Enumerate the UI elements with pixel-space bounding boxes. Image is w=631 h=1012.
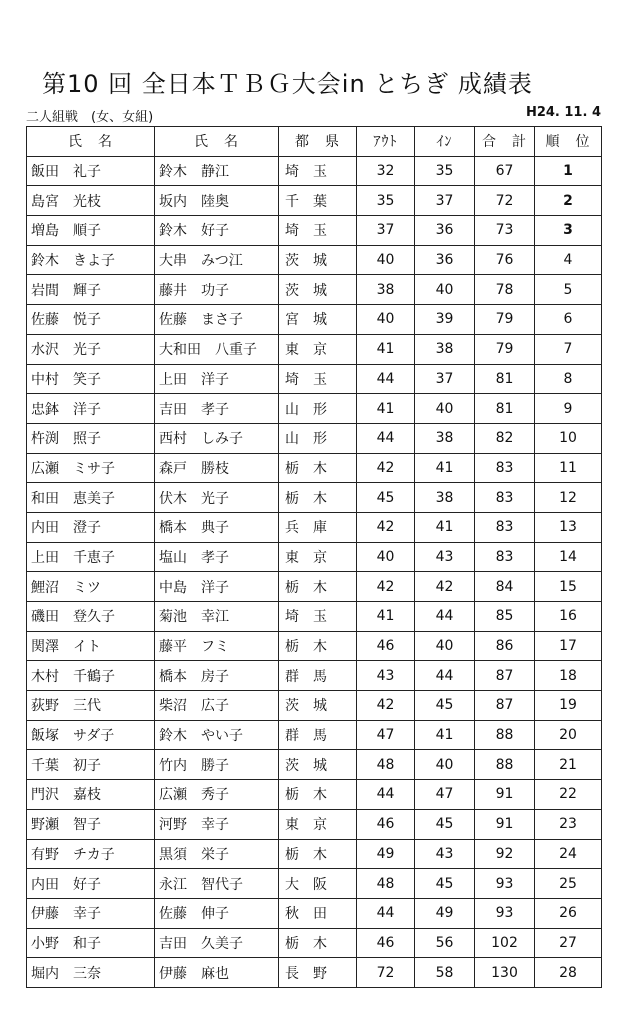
prefecture: 山 形: [279, 423, 357, 453]
total-score: 87: [475, 661, 535, 691]
table-row: [27, 423, 602, 453]
player2-name: 坂内 陸奥: [155, 186, 279, 216]
in-score: 38: [415, 423, 475, 453]
table-row: [27, 483, 602, 513]
prefecture: 栃 木: [279, 453, 357, 483]
rank: 14: [535, 542, 602, 572]
player2-name: 広瀬 秀子: [155, 780, 279, 810]
in-score: 56: [415, 928, 475, 958]
table-row: [27, 898, 602, 928]
rank: 23: [535, 809, 602, 839]
prefecture: 大 阪: [279, 869, 357, 899]
player1-name: 伊藤 幸子: [27, 898, 155, 928]
player2-name: 鈴木 好子: [155, 216, 279, 246]
total-score: 130: [475, 958, 535, 988]
table-row: [27, 839, 602, 869]
rank: 21: [535, 750, 602, 780]
total-score: 86: [475, 631, 535, 661]
out-score: 46: [357, 928, 415, 958]
player1-name: 門沢 嘉枝: [27, 780, 155, 810]
in-score: 45: [415, 809, 475, 839]
in-score: 37: [415, 364, 475, 394]
prefecture: 栃 木: [279, 928, 357, 958]
in-score: 40: [415, 394, 475, 424]
player1-name: 磯田 登久子: [27, 602, 155, 632]
in-score: 36: [415, 245, 475, 275]
player1-name: 岩間 輝子: [27, 275, 155, 305]
player2-name: 鈴木 静江: [155, 156, 279, 186]
player1-name: 小野 和子: [27, 928, 155, 958]
table-row: [27, 453, 602, 483]
prefecture: 東 京: [279, 809, 357, 839]
player2-name: 佐藤 まさ子: [155, 305, 279, 335]
player2-name: 中島 洋子: [155, 572, 279, 602]
table-row: [27, 720, 602, 750]
prefecture: 栃 木: [279, 631, 357, 661]
event-date: H24. 11. 4: [525, 105, 601, 120]
rank: 19: [535, 691, 602, 721]
in-score: 43: [415, 542, 475, 572]
out-score: 44: [357, 423, 415, 453]
player2-name: 橋本 典子: [155, 512, 279, 542]
player1-name: 島宮 光枝: [27, 186, 155, 216]
rank: 4: [535, 245, 602, 275]
header-name1: 氏 名: [27, 127, 155, 157]
rank: 28: [535, 958, 602, 988]
player1-name: 有野 チカ子: [27, 839, 155, 869]
in-score: 49: [415, 898, 475, 928]
rank: 1: [535, 156, 602, 186]
player1-name: 和田 恵美子: [27, 483, 155, 513]
total-score: 84: [475, 572, 535, 602]
in-score: 40: [415, 631, 475, 661]
in-score: 36: [415, 216, 475, 246]
total-score: 67: [475, 156, 535, 186]
table-row: [27, 869, 602, 899]
rank: 24: [535, 839, 602, 869]
rank: 13: [535, 512, 602, 542]
player2-name: 永江 智代子: [155, 869, 279, 899]
prefecture: 秋 田: [279, 898, 357, 928]
table-row: [27, 750, 602, 780]
player2-name: 伊藤 麻也: [155, 958, 279, 988]
total-score: 78: [475, 275, 535, 305]
prefecture: 茨 城: [279, 750, 357, 780]
out-score: 46: [357, 631, 415, 661]
table-row: [27, 691, 602, 721]
player1-name: 内田 好子: [27, 869, 155, 899]
rank: 22: [535, 780, 602, 810]
table-row: [27, 542, 602, 572]
out-score: 40: [357, 542, 415, 572]
prefecture: 東 京: [279, 334, 357, 364]
rank: 27: [535, 928, 602, 958]
player2-name: 吉田 孝子: [155, 394, 279, 424]
out-score: 42: [357, 453, 415, 483]
player2-name: 竹内 勝子: [155, 750, 279, 780]
player2-name: 佐藤 伸子: [155, 898, 279, 928]
total-score: 76: [475, 245, 535, 275]
table-row: [27, 216, 602, 246]
prefecture: 群 馬: [279, 661, 357, 691]
in-score: 39: [415, 305, 475, 335]
out-score: 40: [357, 305, 415, 335]
prefecture: 宮 城: [279, 305, 357, 335]
total-score: 88: [475, 720, 535, 750]
player1-name: 水沢 光子: [27, 334, 155, 364]
total-score: 102: [475, 928, 535, 958]
player1-name: 佐藤 悦子: [27, 305, 155, 335]
out-score: 44: [357, 898, 415, 928]
in-score: 41: [415, 512, 475, 542]
player2-name: 吉田 久美子: [155, 928, 279, 958]
prefecture: 栃 木: [279, 839, 357, 869]
player2-name: 藤井 功子: [155, 275, 279, 305]
total-score: 82: [475, 423, 535, 453]
player1-name: 木村 千鶴子: [27, 661, 155, 691]
player2-name: 柴沼 広子: [155, 691, 279, 721]
in-score: 40: [415, 275, 475, 305]
prefecture: 埼 玉: [279, 156, 357, 186]
player2-name: 大串 みつ江: [155, 245, 279, 275]
in-score: 44: [415, 661, 475, 691]
rank: 8: [535, 364, 602, 394]
in-score: 40: [415, 750, 475, 780]
rank: 25: [535, 869, 602, 899]
out-score: 41: [357, 394, 415, 424]
player2-name: 西村 しみ子: [155, 423, 279, 453]
rank: 12: [535, 483, 602, 513]
out-score: 48: [357, 750, 415, 780]
table-row: [27, 780, 602, 810]
prefecture: 栃 木: [279, 780, 357, 810]
table-row: [27, 364, 602, 394]
table-row: [27, 156, 602, 186]
total-score: 87: [475, 691, 535, 721]
table-row: [27, 809, 602, 839]
rank: 15: [535, 572, 602, 602]
table-row: [27, 958, 602, 988]
player1-name: 野瀬 智子: [27, 809, 155, 839]
total-score: 81: [475, 394, 535, 424]
rank: 9: [535, 394, 602, 424]
player1-name: 増島 順子: [27, 216, 155, 246]
rank: 10: [535, 423, 602, 453]
total-score: 83: [475, 483, 535, 513]
total-score: 93: [475, 869, 535, 899]
in-score: 47: [415, 780, 475, 810]
prefecture: 埼 玉: [279, 216, 357, 246]
table-row: [27, 572, 602, 602]
player2-name: 鈴木 やい子: [155, 720, 279, 750]
prefecture: 兵 庫: [279, 512, 357, 542]
table-row: [27, 394, 602, 424]
total-score: 83: [475, 542, 535, 572]
table-row: [27, 245, 602, 275]
prefecture: 茨 城: [279, 275, 357, 305]
table-row: [27, 512, 602, 542]
table-header-row: [27, 127, 602, 157]
out-score: 44: [357, 364, 415, 394]
in-score: 35: [415, 156, 475, 186]
out-score: 37: [357, 216, 415, 246]
out-score: 44: [357, 780, 415, 810]
player1-name: 忠鉢 洋子: [27, 394, 155, 424]
prefecture: 千 葉: [279, 186, 357, 216]
header-rank: 順 位: [535, 127, 602, 157]
out-score: 47: [357, 720, 415, 750]
player1-name: 鈴木 きよ子: [27, 245, 155, 275]
table-row: [27, 275, 602, 305]
prefecture: 栃 木: [279, 572, 357, 602]
player2-name: 菊池 幸江: [155, 602, 279, 632]
player1-name: 上田 千恵子: [27, 542, 155, 572]
out-score: 41: [357, 602, 415, 632]
total-score: 83: [475, 453, 535, 483]
player2-name: 大和田 八重子: [155, 334, 279, 364]
table-row: [27, 602, 602, 632]
player2-name: 森戸 勝枝: [155, 453, 279, 483]
total-score: 79: [475, 334, 535, 364]
header-out: ｱｳﾄ: [357, 127, 415, 157]
out-score: 42: [357, 572, 415, 602]
table-row: [27, 186, 602, 216]
total-score: 83: [475, 512, 535, 542]
total-score: 72: [475, 186, 535, 216]
in-score: 38: [415, 334, 475, 364]
prefecture: 埼 玉: [279, 602, 357, 632]
total-score: 91: [475, 780, 535, 810]
player1-name: 飯田 礼子: [27, 156, 155, 186]
player2-name: 橋本 房子: [155, 661, 279, 691]
player2-name: 塩山 孝子: [155, 542, 279, 572]
rank: 26: [535, 898, 602, 928]
table-row: [27, 305, 602, 335]
out-score: 40: [357, 245, 415, 275]
player1-name: 飯塚 サダ子: [27, 720, 155, 750]
player1-name: 広瀬 ミサ子: [27, 453, 155, 483]
out-score: 48: [357, 869, 415, 899]
total-score: 73: [475, 216, 535, 246]
in-score: 45: [415, 869, 475, 899]
player1-name: 千葉 初子: [27, 750, 155, 780]
player2-name: 藤平 フミ: [155, 631, 279, 661]
results-body: [27, 156, 602, 987]
player2-name: 上田 洋子: [155, 364, 279, 394]
total-score: 88: [475, 750, 535, 780]
out-score: 41: [357, 334, 415, 364]
total-score: 92: [475, 839, 535, 869]
rank: 18: [535, 661, 602, 691]
header-in: ｲﾝ: [415, 127, 475, 157]
player1-name: 中村 笑子: [27, 364, 155, 394]
in-score: 42: [415, 572, 475, 602]
player1-name: 杵渕 照子: [27, 423, 155, 453]
total-score: 79: [475, 305, 535, 335]
rank: 5: [535, 275, 602, 305]
prefecture: 茨 城: [279, 245, 357, 275]
prefecture: 埼 玉: [279, 364, 357, 394]
in-score: 38: [415, 483, 475, 513]
table-row: [27, 334, 602, 364]
player1-name: 鯉沼 ミツ: [27, 572, 155, 602]
out-score: 32: [357, 156, 415, 186]
rank: 16: [535, 602, 602, 632]
in-score: 41: [415, 453, 475, 483]
rank: 11: [535, 453, 602, 483]
player1-name: 内田 澄子: [27, 512, 155, 542]
out-score: 49: [357, 839, 415, 869]
rank: 20: [535, 720, 602, 750]
out-score: 42: [357, 691, 415, 721]
document-title: 第10 回 全日本ＴＢＧ大会in とちぎ 成績表: [42, 70, 533, 98]
out-score: 38: [357, 275, 415, 305]
in-score: 37: [415, 186, 475, 216]
table-row: [27, 928, 602, 958]
rank: 7: [535, 334, 602, 364]
player1-name: 関澤 イト: [27, 631, 155, 661]
out-score: 43: [357, 661, 415, 691]
in-score: 43: [415, 839, 475, 869]
out-score: 45: [357, 483, 415, 513]
out-score: 35: [357, 186, 415, 216]
rank: 2: [535, 186, 602, 216]
prefecture: 茨 城: [279, 691, 357, 721]
in-score: 58: [415, 958, 475, 988]
header-prefecture: 都 県: [279, 127, 357, 157]
prefecture: 群 馬: [279, 720, 357, 750]
player1-name: 荻野 三代: [27, 691, 155, 721]
in-score: 44: [415, 602, 475, 632]
event-category: 二人組戦 (女、女組): [26, 110, 154, 125]
total-score: 81: [475, 364, 535, 394]
in-score: 41: [415, 720, 475, 750]
player2-name: 黒須 栄子: [155, 839, 279, 869]
total-score: 85: [475, 602, 535, 632]
player2-name: 河野 幸子: [155, 809, 279, 839]
out-score: 72: [357, 958, 415, 988]
rank: 17: [535, 631, 602, 661]
prefecture: 長 野: [279, 958, 357, 988]
total-score: 93: [475, 898, 535, 928]
results-table: [26, 126, 602, 988]
out-score: 46: [357, 809, 415, 839]
player2-name: 伏木 光子: [155, 483, 279, 513]
total-score: 91: [475, 809, 535, 839]
rank: 3: [535, 216, 602, 246]
prefecture: 東 京: [279, 542, 357, 572]
header-total: 合 計: [475, 127, 535, 157]
header-name2: 氏 名: [155, 127, 279, 157]
player1-name: 堀内 三奈: [27, 958, 155, 988]
table-row: [27, 631, 602, 661]
out-score: 42: [357, 512, 415, 542]
prefecture: 山 形: [279, 394, 357, 424]
rank: 6: [535, 305, 602, 335]
prefecture: 栃 木: [279, 483, 357, 513]
in-score: 45: [415, 691, 475, 721]
table-row: [27, 661, 602, 691]
